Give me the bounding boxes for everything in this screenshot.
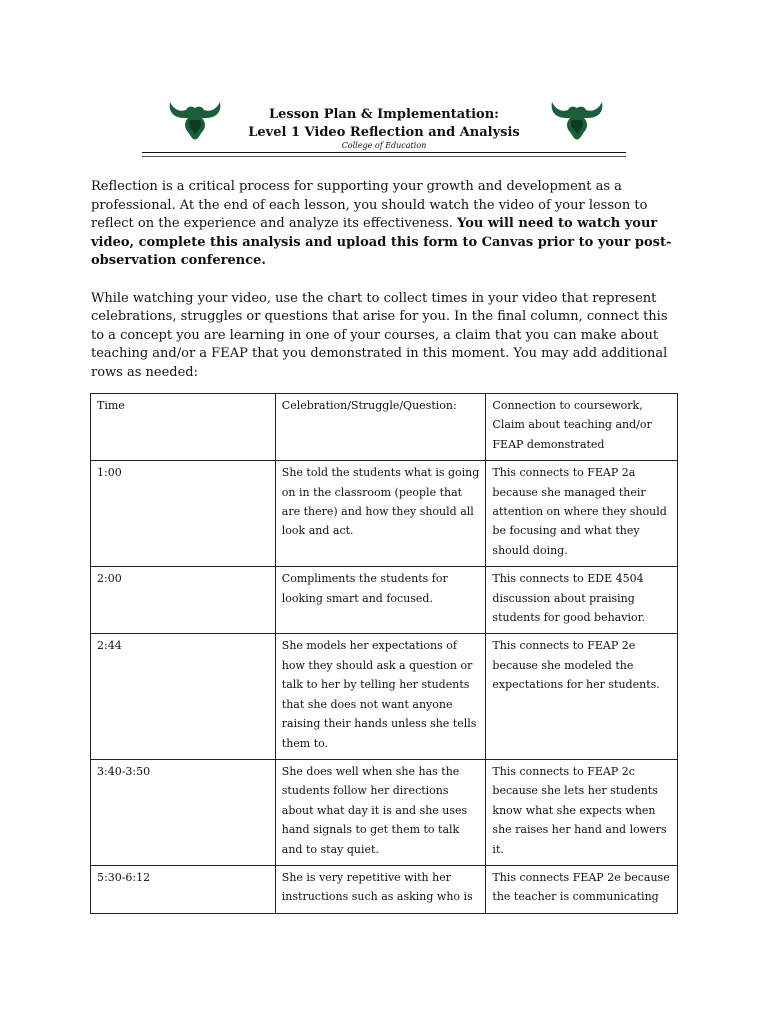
header-time: Time — [91, 394, 276, 461]
header-divider — [142, 152, 626, 153]
table-row — [91, 634, 678, 759]
bull-horns-logo-icon — [548, 96, 606, 142]
table-row — [91, 759, 678, 865]
time-cell: 2:00 — [91, 567, 276, 634]
connection-cell: This connects FEAP 2e because the teacher is communicating — [486, 865, 678, 913]
connection-cell: This connects to FEAP 2c because she lets her students know what she expects when she raises her hand and lowers it. — [486, 759, 678, 865]
header-connection: Connection to coursework, Claim about teaching and/or FEAP demonstrated — [486, 394, 678, 461]
table-row — [91, 567, 678, 634]
observation-cell: She models her expectations of how they should ask a question or talk to her by telling her students that she does not want anyone raising their hands unless she tells them to. — [275, 634, 486, 759]
intro-paragraph-1 — [91, 178, 679, 271]
table-row — [91, 461, 678, 567]
time-cell: 5:30-6:12 — [91, 865, 276, 913]
instructions — [91, 178, 679, 401]
table-header-row — [91, 394, 678, 461]
reflection-table — [90, 393, 678, 914]
title-line-1: Lesson Plan & Implementation: — [269, 107, 499, 122]
observation-cell: She is very repetitive with her instructions such as asking who is — [275, 865, 486, 913]
header-divider-thin — [142, 156, 626, 157]
header-celebration: Celebration/Struggle/Question: — [275, 394, 486, 461]
time-cell: 1:00 — [91, 461, 276, 567]
connection-cell: This connects to FEAP 2a because she managed their attention on where they should be focusing and what they should doing. — [486, 461, 678, 567]
title-line-2: Level 1 Video Reflection and Analysis — [248, 125, 520, 140]
observation-cell: Compliments the students for looking smart and focused. — [275, 567, 486, 634]
connection-cell: This connects to FEAP 2e because she modeled the expectations for her students. — [486, 634, 678, 759]
college-subtitle: College of Education — [341, 141, 427, 150]
intro-p1-bold: You will need to watch your video, complete this analysis and upload this form to Canvas prior to your post-observation conference. — [91, 216, 672, 269]
time-cell: 3:40-3:50 — [91, 759, 276, 865]
time-cell: 2:44 — [91, 634, 276, 759]
connection-cell: This connects to EDE 4504 discussion about praising students for good behavior. — [486, 567, 678, 634]
document-header — [142, 96, 626, 158]
intro-paragraph-2: While watching your video, use the chart to collect times in your video that represent celebrations, struggles or questions that arise for you. In the final column, connect this to a concept you are learning in one of your courses, a claim that you can make about teaching and/or a FEAP that you demonstrated in this moment. You may add additional rows as needed: — [91, 290, 668, 380]
intro-p1-text: Reflection is a critical process for supporting your growth and development as a professional. At the end of each lesson, you should watch the video of your lesson to reflect on the experience and analyze its effectiveness. — [91, 179, 648, 232]
table-row — [91, 865, 678, 913]
observation-cell: She does well when she has the students follow her directions about what day it is and she uses hand signals to get them to talk and to stay quiet. — [275, 759, 486, 865]
observation-cell: She told the students what is going on in the classroom (people that are there) and how they should all look and act. — [275, 461, 486, 567]
